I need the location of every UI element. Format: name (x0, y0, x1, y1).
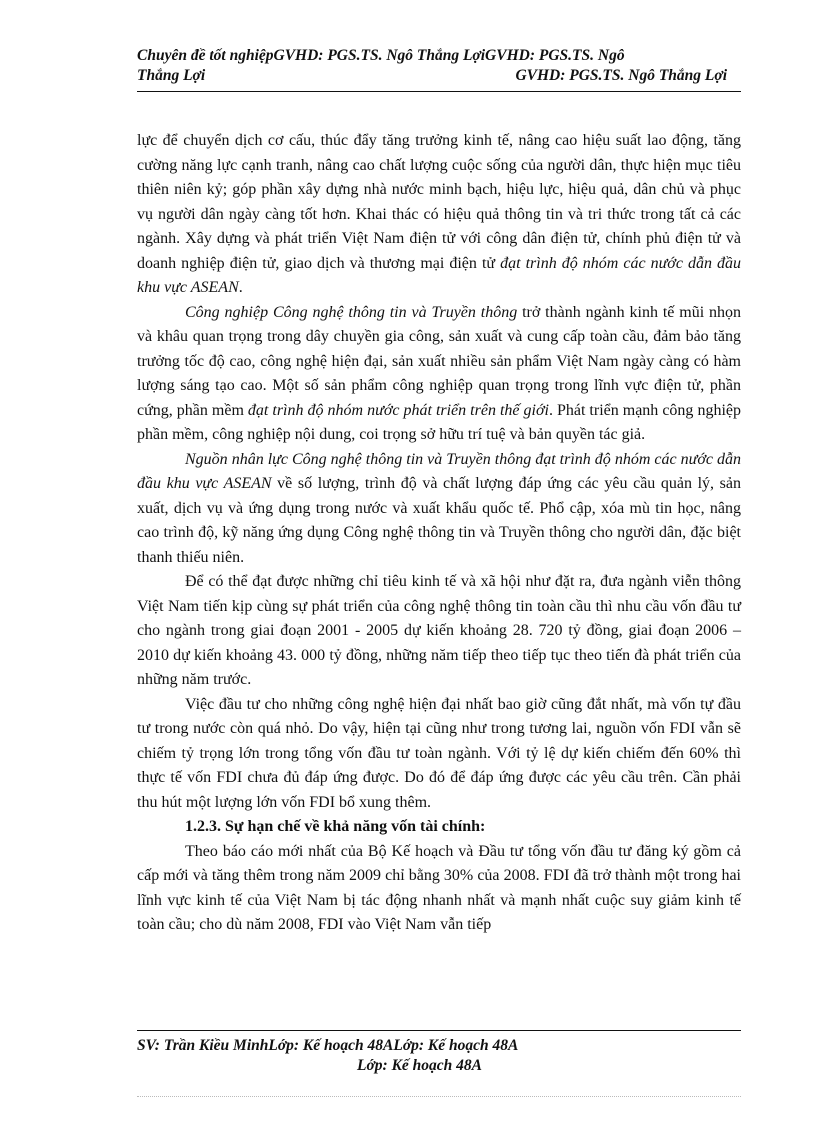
header-line-2-left: Thắng Lợi (137, 67, 206, 84)
paragraph-1-text: lực để chuyển dịch cơ cấu, thúc đẩy tăng trưởng kinh tế, nâng cao hiệu suất lao động, tăng cường năng lực cạnh tranh, nâng cao chất lượng cuộc sống của người dân, thực hiện mục tiêu thiên niên kỷ; góp phần xây dựng nhà nước minh bạch, hiệu lực, hiệu quả, dân chủ và phục vụ người dân ngày càng tốt hơn. Khai thác có hiệu quả thông tin và tri thức trong tất cả các ngành. Xây dựng và phát triển Việt Nam điện tử với công dân điện tử, chính phủ điện tử và doanh nghiệp điện tử, giao dịch và thương mại điện tử (137, 132, 741, 272)
paragraph-1-italic: đạt trình độ nhóm các nước dẫn đầu khu vực ASEAN (137, 254, 741, 296)
header-divider (137, 91, 741, 92)
paragraph-2 (137, 301, 741, 448)
page-footer (137, 1036, 741, 1076)
paragraph-2-tail: . Phát triển mạnh công nghiệp phần mềm, công nghiệp nội dung, coi trọng sở hữu trí tuệ và bản quyền tác giả. (137, 401, 741, 443)
page-header (137, 46, 741, 86)
paragraph-1 (137, 129, 741, 301)
paragraph-1-tail: . (238, 279, 243, 296)
header-line-1-text: Chuyên đề tốt nghiệpGVHD: PGS.TS. Ngô Thắng LợiGVHD: PGS.TS. Ngô (137, 47, 625, 64)
paragraph-5: Việc đầu tư cho những công nghệ hiện đại nhất bao giờ cũng đắt nhất, mà vốn tự đầu tư trong nước còn quá nhỏ. Do vậy, hiện tại cũng như trong tương lai, nguồn vốn FDI vẫn sẽ chiếm tỷ trọng lớn trong tổng vốn đầu tư toàn ngành. Với tỷ lệ dự kiến chiếm đến 60% thì thực tế vốn FDI chưa đủ đáp ứng được. Do đó để đáp ứng được các yêu cầu trên. Cần phải thu hút một lượng lớn vốn FDI bổ xung thêm. (137, 695, 741, 811)
section-heading: 1.2.3. Sự hạn chế về khả năng vốn tài chính: (185, 818, 486, 835)
page-bottom-dotted-line (137, 1096, 741, 1097)
document-body (137, 129, 741, 938)
paragraph-3-text: về số lượng, trình độ và chất lượng đáp ứng các yêu cầu quản lý, sản xuất, dịch vụ và ứng dụng trong nước và xuất khẩu quốc tế. Phổ cập, xóa mù tin học, nâng cao trình độ, kỹ năng ứng dụng Công nghệ thông tin và Truyền thông cho người dân, đặc biệt thanh thiếu niên. (137, 475, 741, 566)
paragraph-2-italic-lead: Công nghiệp Công nghệ thông tin và Truyền thông (185, 303, 518, 321)
footer-line-1: SV: Trần Kiều MinhLớp: Kế hoạch 48ALớp: Kế hoạch 48A (137, 1037, 519, 1054)
header-line-2-right: GVHD: PGS.TS. Ngô Thắng Lợi (515, 67, 727, 84)
header-line-2 (137, 66, 741, 86)
footer-line-2: Lớp: Kế hoạch 48A (357, 1057, 482, 1074)
paragraph-3 (137, 448, 741, 571)
paragraph-2-italic: đạt trình độ nhóm nước phát triển trên thế giới (247, 401, 549, 419)
footer-divider (137, 1030, 741, 1031)
paragraph-2-text: trở thành ngành kinh tế mũi nhọn và khâu quan trọng trong dây chuyền gia công, sản xuất và cung cấp toàn cầu, đảm bảo tăng trưởng tốc độ cao, công nghệ hiện đại, sản xuất nhiều sản phẩm Việt Nam ngày càng có hàm lượng sáng tạo cao. Một số sản phẩm công nghiệp quan trọng trong lĩnh vực điện tử, phần cứng, phần mềm (137, 303, 742, 419)
paragraph-3-italic-lead: Nguồn nhân lực Công nghệ thông tin và Truyền thông đạt trình độ nhóm các nước dẫn đầu khu vực ASEAN (137, 450, 741, 492)
paragraph-4: Để có thể đạt được những chỉ tiêu kinh tế và xã hội như đặt ra, đưa ngành viễn thông Việt Nam tiến kịp cùng sự phát triển của công nghệ thông tin toàn cầu thì nhu cầu vốn đầu tư cho ngành trong giai đoạn 2001 - 2005 dự kiến khoảng 28. 720 tỷ đồng, giai đoạn 2006 – 2010 dự kiến khoảng 43. 000 tỷ đồng, những năm tiếp theo tiếp tục theo tiến đà phát triển của những năm trước. (137, 573, 741, 688)
paragraph-6: Theo báo cáo mới nhất của Bộ Kế hoạch và Đầu tư tổng vốn đầu tư đăng ký gồm cả cấp mới và tăng thêm trong năm 2009 chỉ bằng 30% của 2008. FDI đã trở thành một trong hai lĩnh vực kinh tế của Việt Nam bị tác động nhanh nhất và mạnh nhất cuộc suy giảm kinh tế toàn cầu; cho dù năm 2008, FDI vào Việt Nam vẫn tiếp (137, 842, 741, 933)
header-line-1 (137, 46, 741, 66)
